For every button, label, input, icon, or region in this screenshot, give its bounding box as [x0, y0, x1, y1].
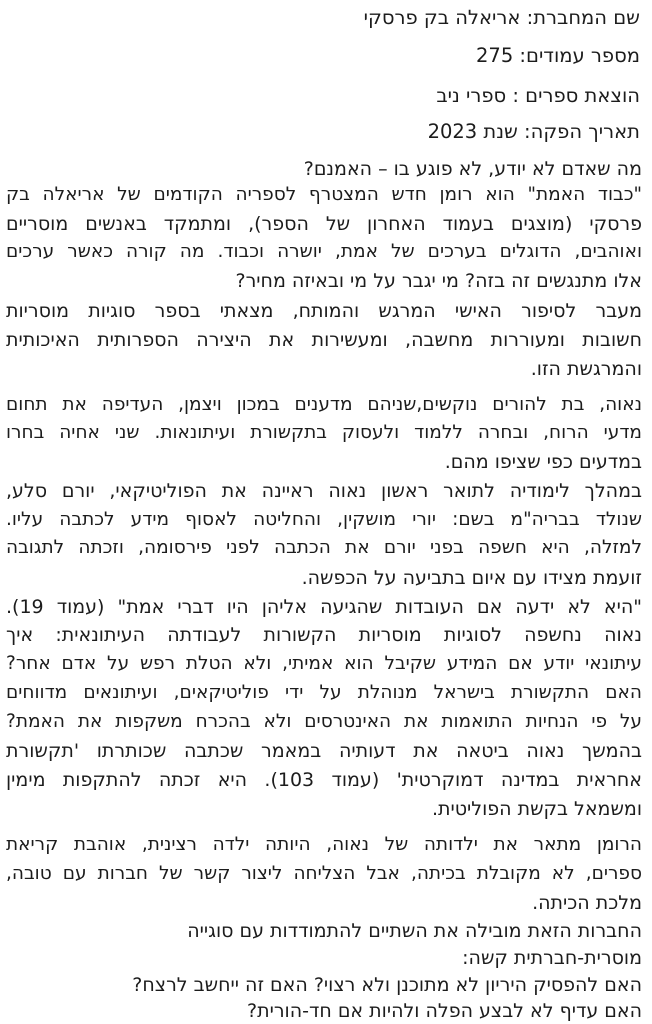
- body-line: האם להפסיק היריון לא מתוכנן ולא רצוי? האם זה ייחשב לרצח?: [132, 974, 642, 996]
- body-line: עיתונאי יודע אם המידע שקיבל הוא אמיתי, ולא הטלת רפש על אדם אחר?: [6, 653, 642, 674]
- body-line: בהמשך נאוה ביטאה את דעותיה במאמר שכתבה שכותרתו 'תקשורת: [6, 740, 642, 762]
- body-line: החברות הזאת מובילה את השתיים להתמודדות עם סוגייה: [187, 920, 642, 942]
- body-line: מלכת הכיתה.: [532, 892, 642, 914]
- page-count-line: מספר עמודים: 275: [476, 44, 640, 67]
- body-line: למזלה, היא חשפה בפני יורם את הכתבה לפני פירסומה, וזכתה לתגובה: [6, 537, 642, 558]
- body-line: מדעי הרוח, ובחרה ללמוד ולעסוק בתקשורת ועיתונאות. שני אחיה בחרו: [6, 422, 642, 443]
- body-line: מעבר לסיפור האישי המרגש והמותח, מצאתי בספר סוגיות מוסריות: [6, 300, 642, 322]
- body-line: מוסרית-חברתית קשה:: [462, 947, 642, 969]
- body-line: נאוה, בת להורים נוקשים,שניהם מדענים במכון ויצמן, העדיפה את תחום: [6, 394, 642, 415]
- body-line: ספרים, לא מקובלת בכיתה, אבל הצליחה ליצור קשר של חברות עם טובה,: [6, 863, 642, 884]
- body-line: נאוה נחשפה לסוגיות מוסריות הקשורות לעבודתה העיתונאית: איך: [6, 624, 642, 646]
- body-line: והמרגשת הזו.: [530, 358, 642, 380]
- body-line: מה שאדם לא יודע, לא פוגע בו – האמנם?: [303, 158, 642, 180]
- body-line: אלו מתנגשים זה בזה? מי יגבר על מי ובאיזה מחיר?: [235, 270, 642, 292]
- body-line: פרסקי (מוצגים בעמוד האחרון של הספר), ומתמקד באנשים מוסריים: [6, 213, 642, 235]
- body-line: ואוהבים, הדוגלים בערכים של אמת, יושרה וכבוד. מה קורה כאשר ערכים: [6, 241, 642, 262]
- body-line: ומשמאל בקשת הפוליטית.: [431, 798, 642, 820]
- author-line: שם המחברת: אריאלה בק פרסקי: [363, 6, 640, 29]
- body-line: במדעים כפי שציפו מהם.: [444, 451, 642, 473]
- body-line: "היא לא ידעה אם העובדות שהגיעה אליהן היו דברי אמת" (עמוד 19).: [6, 596, 642, 618]
- body-line: הרומן מתאר את ילדותה של נאוה, היותה ילדה רצינית, אוהבת קריאת: [6, 834, 642, 855]
- body-line: במהלך לימודיה לתואר ראשון נאוה ראיינה את הפוליטיקאי, יורם סלע,: [6, 480, 642, 502]
- body-line: שנולד בבריה"מ בשם: יורי מושקין, והחליטה לאסוף מידע לכתבה עליו.: [6, 509, 642, 530]
- body-line: חשובות ומעוררות מחשבה, ומעשירות את היצירה הספרותית האיכותית: [6, 329, 642, 351]
- body-line: האם עדיף לא לבצע הפלה ולהיות אם חד-הורית?: [247, 1000, 642, 1022]
- body-line: "כבוד האמת" הוא רומן חדש המצטרף לספריה הקודמים של אריאלה בק: [6, 184, 642, 205]
- body-line: על פי הנחיות התואמות את האינטרסים ולא בהכרח משקפות את האמת?: [6, 711, 642, 732]
- body-line: האם התקשורת בישראל מנוהלת על ידי פוליטיקאים, ועיתונאים מדווחים: [6, 682, 642, 703]
- publisher-line: הוצאת ספרים : ספרי ניב: [436, 84, 640, 107]
- body-line: זועמת מצידו עם איום בתביעה על הכפשה.: [301, 567, 642, 589]
- body-line: אחראית במדינה דמוקרטית' (עמוד 103). היא זכתה להתקפות מימין: [6, 769, 642, 791]
- production-date-line: תאריך הפקה: שנת 2023: [427, 120, 640, 143]
